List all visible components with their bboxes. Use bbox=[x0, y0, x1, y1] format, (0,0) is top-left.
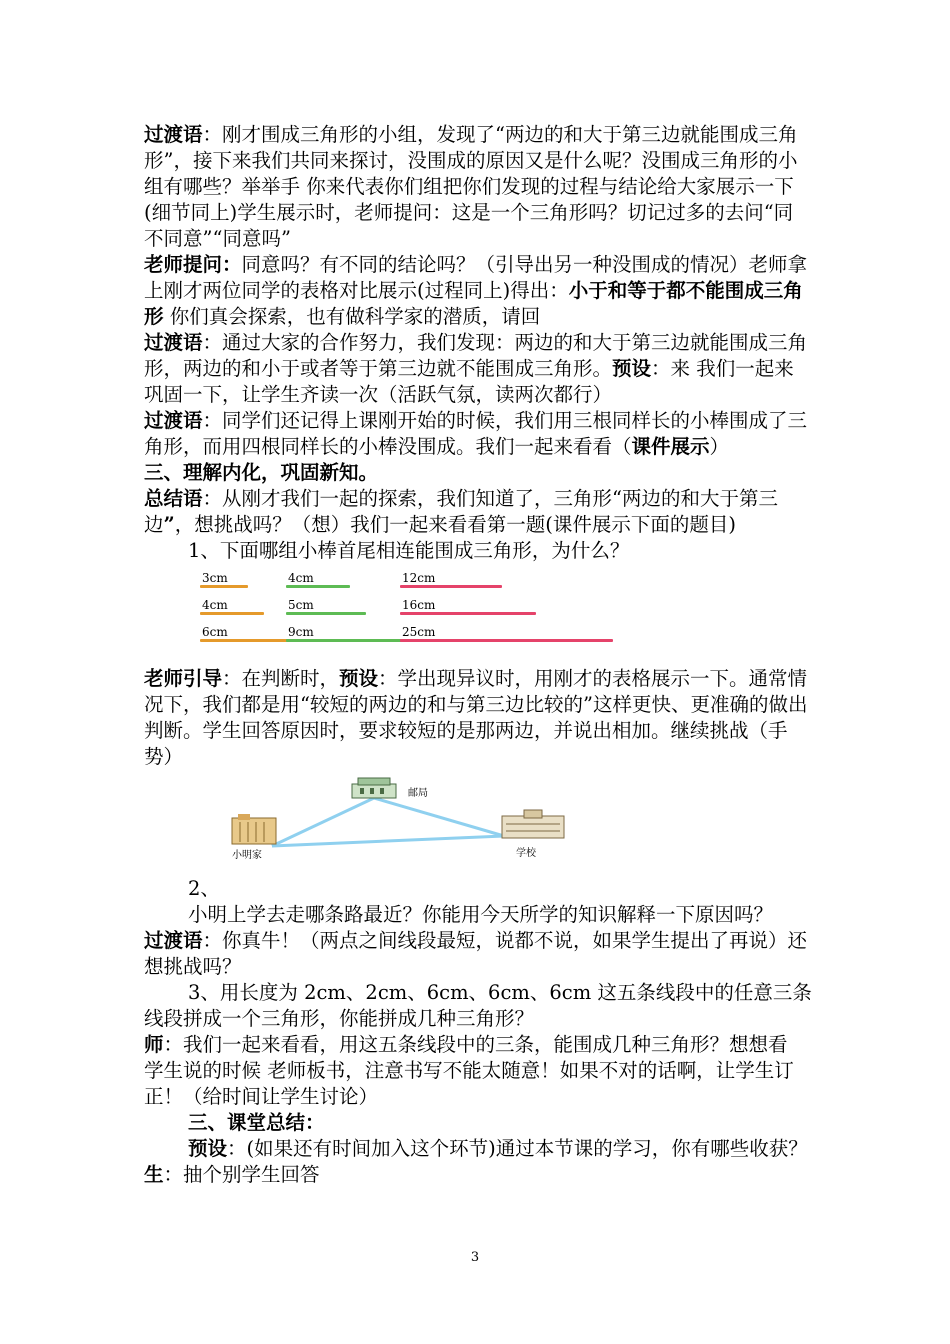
bold-text: 预设 bbox=[612, 357, 652, 380]
stick-label: 3cm bbox=[202, 571, 228, 585]
stick-bar bbox=[200, 612, 264, 615]
body-text: ：我们一起来看看，用这五条线段中的三条，能围成几种三角形？想想看 学生说的时候 老师板书，注意书写不能太随意！如果不对的话啊，让学生订正！（给时间让学生讨论） bbox=[144, 1033, 794, 1108]
bold-text: 过渡语 bbox=[144, 929, 203, 952]
paragraph-p2 bbox=[144, 252, 812, 330]
bold-text: 预设 bbox=[339, 667, 379, 690]
post-office-label: 邮局 bbox=[408, 788, 428, 799]
stick-bar bbox=[400, 612, 536, 615]
stick-bar bbox=[400, 639, 613, 642]
route-home-school bbox=[272, 836, 504, 846]
paragraph-p11 bbox=[144, 928, 812, 980]
bold-text: 总结语 bbox=[144, 487, 203, 510]
paragraph-p9 bbox=[144, 876, 812, 902]
body-text: ，想挑战吗？（想）我们一起来看看第一题(课件展示下面的题目) bbox=[174, 513, 736, 536]
bold-text: 老师引导 bbox=[144, 667, 223, 690]
home-label: 小明家 bbox=[232, 850, 262, 861]
paragraph-p7 bbox=[144, 538, 812, 564]
body-text: ：学出现异议时，用刚才的表格展示一下。通常情况下，我们都是用“较短的两边的和与第三边比较的”这样更快、更准确的做出判断。学生回答原因时，要求较短的是那两边，并说出相加。继续挑战（手势） bbox=[144, 667, 808, 768]
body-text: ：来 我们一起来巩固一下，让学生齐读一次（活跃气氛，读两次都行） bbox=[144, 357, 794, 406]
bold-text: 老师提问： bbox=[144, 253, 242, 276]
body-text: 同意吗？有不同的结论吗？（引导出另一种没围成的情况）老师拿上刚才两位同学的表格对比展示(过程同上)得出： bbox=[144, 253, 808, 302]
body-text: ） bbox=[709, 435, 730, 458]
body-text: ：刚才围成三角形的小组，发现了“两边的和大于第三边就能围成三角形”，接下来我们共同来探讨，没围成的原因又是什么呢？没围成三角形的小组有哪些？举举手 你来代表你们组把你们发现的过程与结论给大家展示一下(细节同上)学生展示时，老师提问：这是一个三角形吗？切记过多的去问“同不同意”“同意吗” bbox=[144, 123, 798, 250]
post-office-icon bbox=[352, 778, 396, 798]
body-text: 2、 bbox=[188, 877, 220, 900]
bold-text: 小于和等于都不能围成三角形 bbox=[144, 279, 803, 328]
text-block-intro bbox=[144, 122, 812, 564]
page-number: 3 bbox=[470, 1250, 480, 1265]
paragraph-p5 bbox=[144, 460, 812, 486]
bold-text: ” bbox=[163, 513, 175, 536]
body-text: 3、用长度为 2cm、2cm、6cm、6cm、6cm 这五条线段中的任意三条线段拼成一个三角形，你能拼成几种三角形？ bbox=[144, 981, 812, 1030]
school-label: 学校 bbox=[516, 848, 536, 859]
body-text: ：通过大家的合作努力，我们发现：两边的和大于第三边就能围成三角形，两边的和小于或者等于第三边就不能围成三角形。 bbox=[144, 331, 808, 380]
bold-text: 过渡语 bbox=[144, 123, 203, 146]
paragraph-p12 bbox=[144, 980, 812, 1032]
stick-bar bbox=[286, 612, 366, 615]
paragraph-p15 bbox=[144, 1136, 812, 1188]
bold-text: 预设 bbox=[188, 1137, 228, 1160]
text-block-guidance bbox=[144, 666, 812, 770]
body-text: ：(如果还有时间加入这个环节)通过本节课的学习，你有哪些收获？ bbox=[227, 1137, 808, 1160]
bold-text: 三、课堂总结： bbox=[188, 1111, 325, 1134]
paragraph-p10 bbox=[144, 902, 812, 928]
body-text: ：同学们还记得上课刚开始的时候，我们用三根同样长的小棒围成了三角形，而用四根同样长的小棒没围成。我们一起来看看（ bbox=[144, 409, 808, 458]
bold-text: 课件展示 bbox=[631, 435, 710, 458]
paragraph-p1 bbox=[144, 122, 812, 252]
stick-label: 5cm bbox=[288, 598, 314, 612]
stick-label: 4cm bbox=[202, 598, 228, 612]
paragraph-p13 bbox=[144, 1032, 812, 1110]
document-page bbox=[144, 122, 812, 1188]
paragraph-p6 bbox=[144, 486, 812, 538]
body-text: ：在判断时， bbox=[222, 667, 340, 690]
bold-text: 过渡语 bbox=[144, 331, 203, 354]
route-map-figure bbox=[144, 776, 812, 876]
stick-label: 16cm bbox=[402, 598, 436, 612]
stick-bar bbox=[200, 639, 296, 642]
paragraph-p8 bbox=[144, 666, 812, 770]
body-text: ：抽个别学生回答 bbox=[163, 1163, 320, 1186]
stick-label: 25cm bbox=[402, 625, 436, 639]
body-text: 小明上学去走哪条路最近？你能用今天所学的知识解释一下原因吗？ bbox=[188, 903, 774, 926]
stick-bar bbox=[400, 585, 502, 588]
bold-text: 生 bbox=[144, 1163, 164, 1186]
stick-label: 4cm bbox=[288, 571, 314, 585]
route-map-svg bbox=[144, 776, 812, 876]
route-home-post bbox=[272, 798, 374, 846]
body-text: ：你真牛！（两点之间线段最短，说都不说，如果学生提出了再说）还想挑战吗？ bbox=[144, 929, 808, 978]
paragraph-p14 bbox=[144, 1110, 812, 1136]
paragraph-p3 bbox=[144, 330, 812, 408]
stick-bar bbox=[200, 585, 248, 588]
sticks-figure bbox=[144, 570, 812, 662]
body-text: ：从刚才我们一起的探索，我们知道了，三角形“两边的和大于第三边 bbox=[144, 487, 778, 536]
stick-label: 12cm bbox=[402, 571, 436, 585]
bold-text: 师 bbox=[144, 1033, 164, 1056]
paragraph-p4 bbox=[144, 408, 812, 460]
stick-bar bbox=[286, 585, 350, 588]
text-block-exercises bbox=[144, 876, 812, 1188]
school-building-icon bbox=[502, 810, 564, 838]
home-building-icon bbox=[232, 814, 276, 844]
route-post-school bbox=[374, 798, 504, 836]
stick-label: 6cm bbox=[202, 625, 228, 639]
bold-text: 过渡语 bbox=[144, 409, 203, 432]
stick-label: 9cm bbox=[288, 625, 314, 639]
body-text: 1、下面哪组小棒首尾相连能围成三角形，为什么？ bbox=[188, 539, 630, 562]
bold-text: 三、理解内化，巩固新知。 bbox=[144, 461, 379, 484]
body-text: 你们真会探索，也有做科学家的潜质，请回 bbox=[163, 305, 541, 328]
